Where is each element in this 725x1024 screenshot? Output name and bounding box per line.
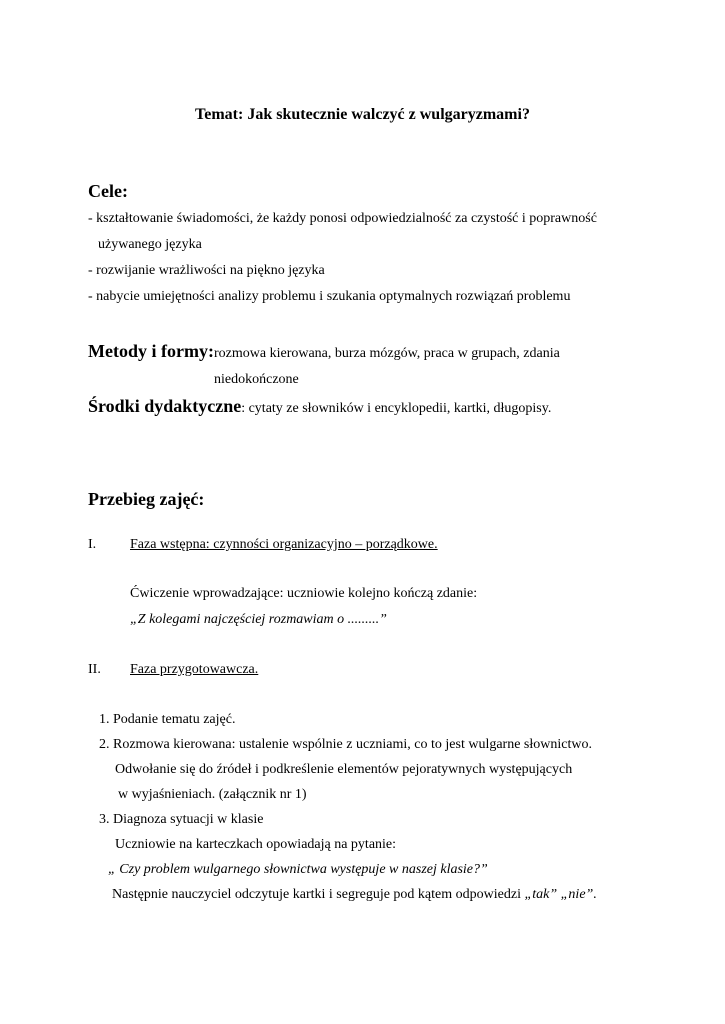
- phase2-line-3: Odwołanie się do źródeł i podkreślenie elementów pejoratywnych występujących: [115, 762, 573, 777]
- resources-text: : cytaty ze słowników i encyklopedii, kartki, długopisy.: [241, 401, 552, 416]
- goals-item-3: - nabycie umiejętności analizy problemu i szukania optymalnych rozwiązań problemu: [88, 289, 571, 304]
- goals-item-1-cont: używanego języka: [98, 237, 202, 252]
- resources-label: Środki dydaktyczne: [88, 396, 242, 416]
- goals-heading: Cele:: [88, 181, 128, 201]
- methods-label: Metody i formy:: [88, 341, 214, 361]
- phase2-line-2: 2. Rozmowa kierowana: ustalenie wspólnie z uczniami, co to jest wulgarne słownictwo.: [99, 737, 592, 752]
- resources-line: [88, 396, 551, 418]
- methods-text-line2: niedokończone: [214, 372, 299, 387]
- goals-item-1: - kształtowanie świadomości, że każdy ponosi odpowiedzialność za czystość i poprawność: [88, 211, 597, 226]
- phase2-line-5: 3. Diagnoza sytuacji w klasie: [99, 812, 264, 827]
- page-title: Temat: Jak skutecznie walczyć z wulgaryzmami?: [195, 106, 530, 123]
- methods-text-line1: rozmowa kierowana, burza mózgów, praca w grupach, zdania: [214, 346, 560, 361]
- course-heading: Przebieg zajęć:: [88, 489, 205, 509]
- phase2-title: Faza przygotowawcza.: [130, 662, 259, 677]
- phase2-line-6: Uczniowie na karteczkach opowiadają na pytanie:: [115, 837, 397, 852]
- phase2-line-7: „ Czy problem wulgarnego słownictwa występuje w naszej klasie?”: [108, 862, 488, 877]
- phase2-line-4: w wyjaśnieniach. (załącznik nr 1): [118, 787, 307, 802]
- phase1-quote: „Z kolegami najczęściej rozmawiam o .........”: [130, 612, 387, 627]
- phase1-title: Faza wstępna: czynności organizacyjno – porządkowe.: [130, 537, 438, 552]
- phase1-exercise: Ćwiczenie wprowadzające: uczniowie kolejno kończą zdanie:: [130, 586, 478, 601]
- phase2-line-8-text: Następnie nauczyciel odczytuje kartki i segreguje pod kątem odpowiedzi: [112, 887, 525, 902]
- phase2-numeral: II.: [88, 662, 101, 677]
- phase2-line-1: 1. Podanie tematu zajęć.: [99, 712, 236, 727]
- phase2-line-8-answers: „tak” „nie”.: [524, 887, 597, 902]
- phase2-line-8: [112, 886, 597, 904]
- phase1-numeral: I.: [88, 537, 97, 552]
- goals-item-2: - rozwijanie wrażliwości na piękno języka: [88, 263, 325, 278]
